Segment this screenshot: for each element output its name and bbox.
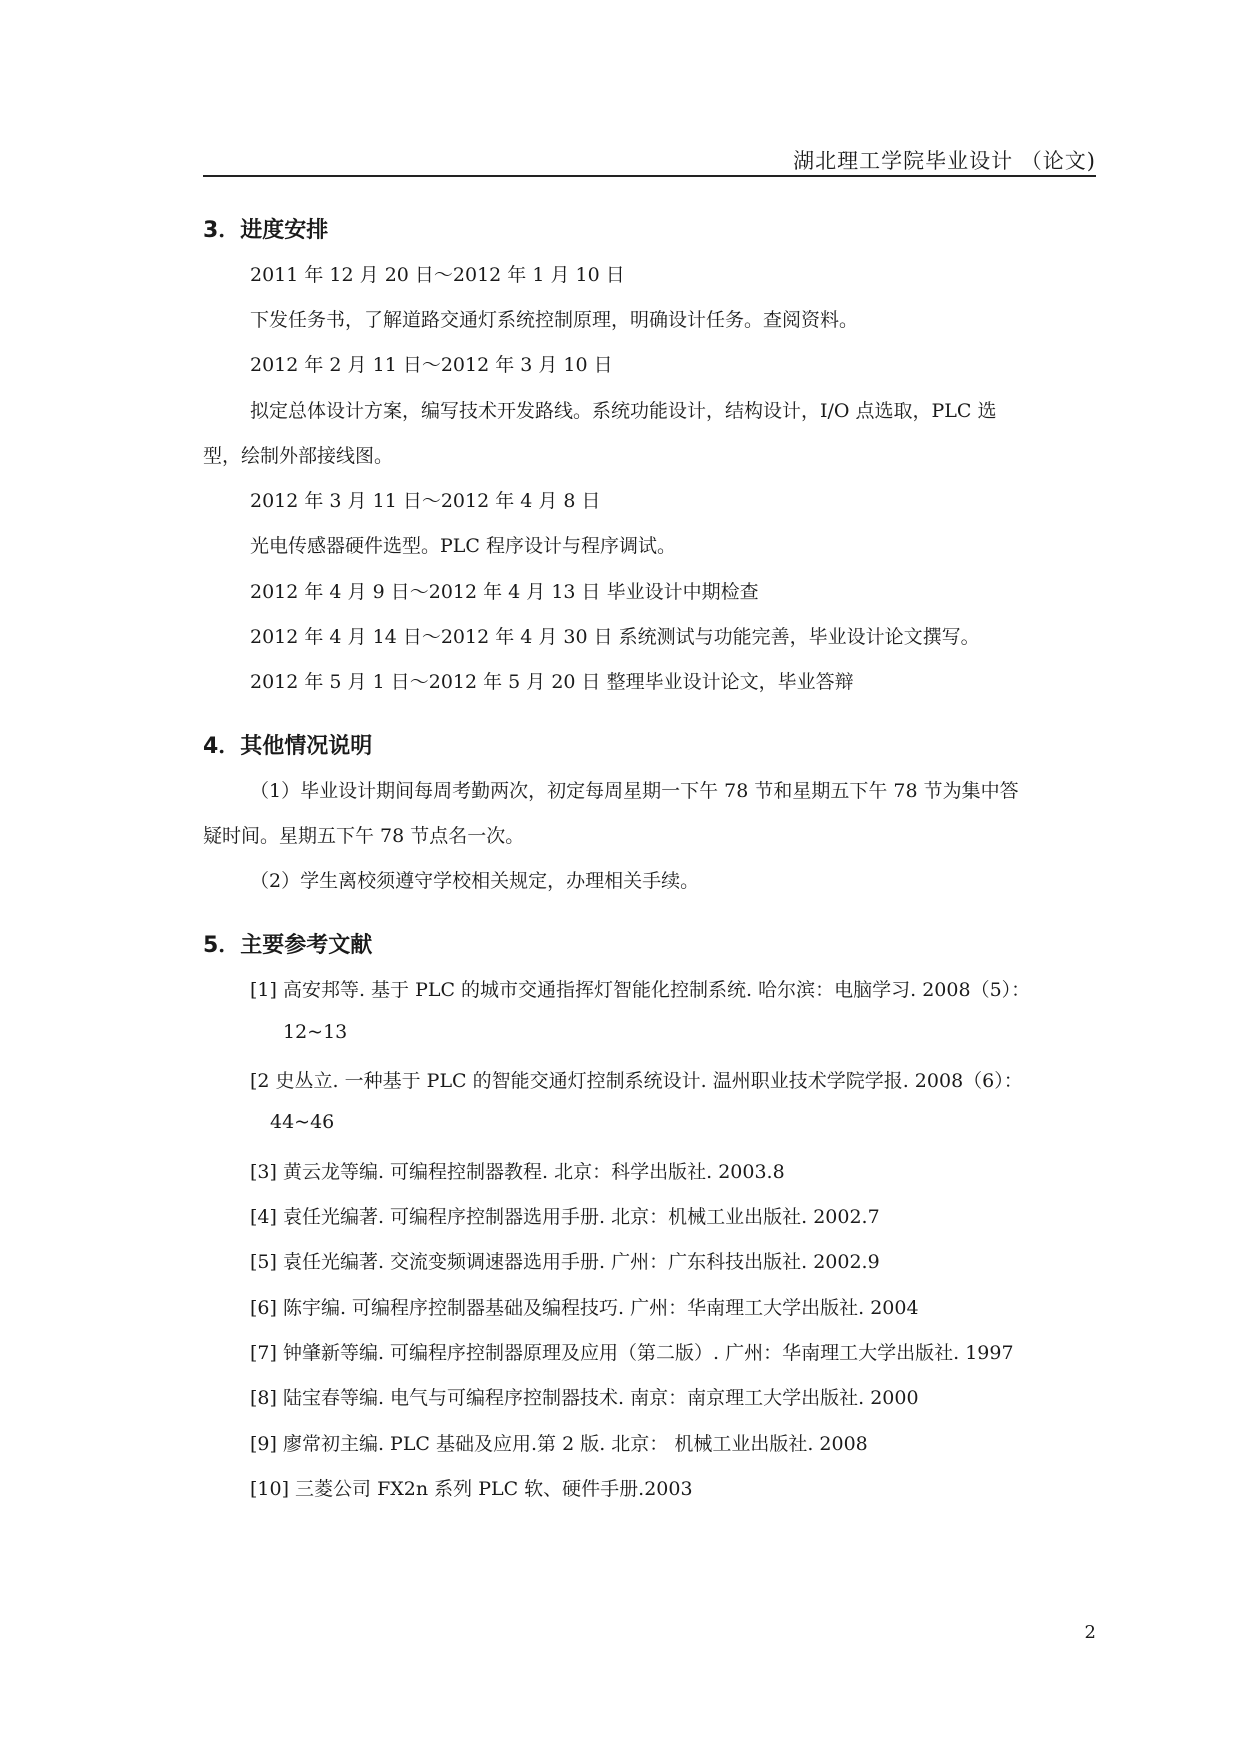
reference-item: [1] 高安邦等. 基于 PLC 的城市交通指挥灯智能化控制系统. 哈尔滨：电脑学习. 2008（5）： (250, 979, 1031, 1001)
reference-item: [4] 袁任光编著. 可编程序控制器选用手册. 北京：机械工业出版社. 2002.7 (250, 1206, 880, 1228)
reference-item: [5] 袁任光编著. 交流变频调速器选用手册. 广州：广东科技出版社. 2002.9 (250, 1251, 880, 1273)
reference-item: [7] 钟肇新等编. 可编程序控制器原理及应用（第二版）. 广州：华南理工大学出版社. 1997 (250, 1342, 1014, 1364)
schedule-line: 型，绘制外部接线图。 (203, 445, 394, 467)
section-heading-schedule: 3．进度安排 (203, 218, 329, 243)
schedule-line: 2012 年 4 月 14 日～2012 年 4 月 30 日 系统测试与功能完善，毕业设计论文撰写。 (250, 626, 980, 648)
reference-item-continuation: 12~13 (283, 1021, 348, 1043)
running-header: 湖北理工学院毕业设计 （论文) (793, 149, 1096, 173)
reference-item: [2 史丛立. 一种基于 PLC 的智能交通灯控制系统设计. 温州职业技术学院学报. 2008（6）： (250, 1070, 1023, 1092)
schedule-line: 2012 年 4 月 9 日～2012 年 4 月 13 日 毕业设计中期检查 (250, 581, 759, 603)
header-divider (203, 175, 1096, 177)
schedule-line: 光电传感器硬件选型。PLC 程序设计与程序调试。 (250, 535, 676, 557)
other-line: （1）毕业设计期间每周考勤两次，初定每周星期一下午 78 节和星期五下午 78 节为集中答 (250, 780, 1019, 802)
other-line: （2）学生离校须遵守学校相关规定，办理相关手续。 (250, 870, 700, 892)
schedule-line: 2011 年 12 月 20 日～2012 年 1 月 10 日 (250, 264, 625, 286)
schedule-line: 拟定总体设计方案，编写技术开发路线。系统功能设计，结构设计，I/O 点选取，PLC 选 (250, 400, 997, 422)
section-heading-other: 4．其他情况说明 (203, 734, 373, 759)
reference-item: [8] 陆宝春等编. 电气与可编程序控制器技术. 南京：南京理工大学出版社. 2000 (250, 1387, 919, 1409)
reference-item: [10] 三菱公司 FX2n 系列 PLC 软、硬件手册.2003 (250, 1478, 693, 1500)
schedule-line: 2012 年 3 月 11 日～2012 年 4 月 8 日 (250, 490, 601, 512)
reference-item-continuation: 44~46 (270, 1111, 335, 1133)
other-line: 疑时间。星期五下午 78 节点名一次。 (203, 825, 525, 847)
reference-item: [6] 陈宇编. 可编程序控制器基础及编程技巧. 广州：华南理工大学出版社. 2004 (250, 1297, 919, 1319)
schedule-line: 2012 年 5 月 1 日～2012 年 5 月 20 日 整理毕业设计论文，毕业答辩 (250, 671, 854, 693)
schedule-line: 2012 年 2 月 11 日～2012 年 3 月 10 日 (250, 354, 613, 376)
section-heading-references: 5．主要参考文献 (203, 933, 373, 958)
page-number: 2 (1084, 1622, 1096, 1643)
reference-item: [9] 廖常初主编. PLC 基础及应用.第 2 版. 北京： 机械工业出版社. 2008 (250, 1433, 868, 1455)
reference-item: [3] 黄云龙等编. 可编程控制器教程. 北京：科学出版社. 2003.8 (250, 1161, 785, 1183)
schedule-line: 下发任务书，了解道路交通灯系统控制原理，明确设计任务。查阅资料。 (250, 309, 859, 331)
